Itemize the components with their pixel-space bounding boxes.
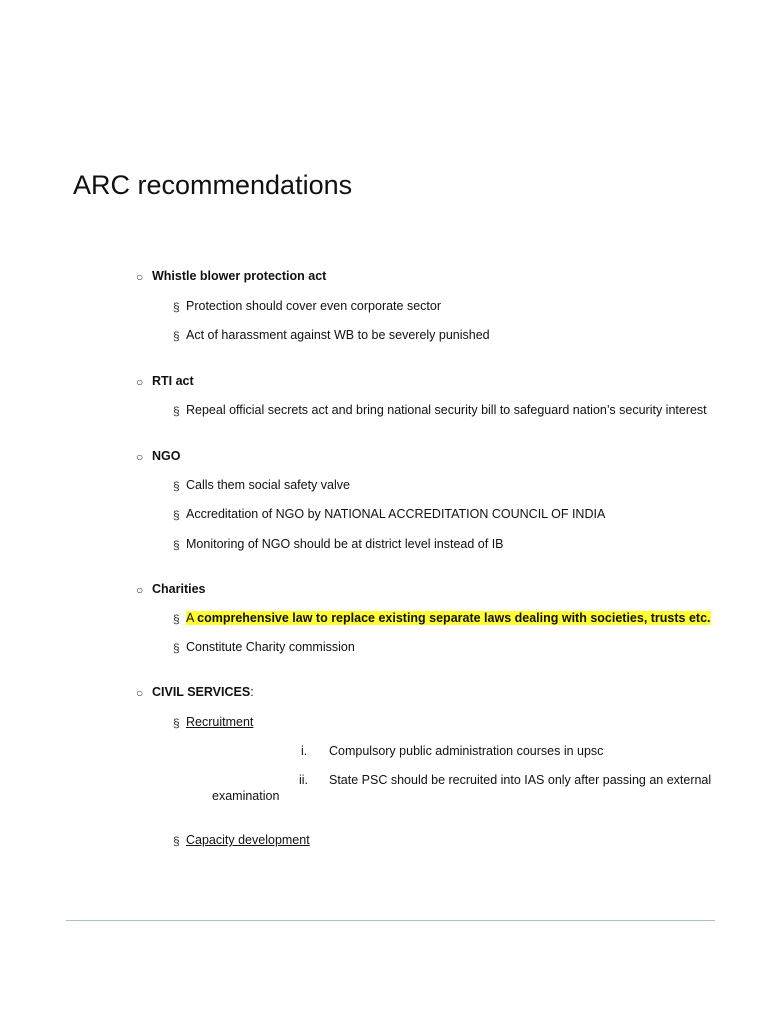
subsection-capacity-development: Capacity development xyxy=(186,833,310,847)
list-item: Protection should cover even corporate sector xyxy=(186,299,441,313)
section-heading-charities: Charities xyxy=(152,582,206,596)
page-title: ARC recommendations xyxy=(73,170,353,200)
section-heading-rti: RTI act xyxy=(152,374,194,388)
subsection-recruitment: Recruitment xyxy=(186,715,254,729)
section-mark-icon: § xyxy=(173,834,180,848)
list-item: Calls them social safety valve xyxy=(186,478,350,492)
list-item: Act of harassment against WB to be severely punished xyxy=(186,328,490,342)
section-heading-civil-services xyxy=(152,685,254,699)
numbered-point-continuation: examination xyxy=(212,789,280,803)
highlight-prefix: A xyxy=(186,611,198,625)
section-heading-ngo: NGO xyxy=(152,449,181,463)
section-mark-icon: § xyxy=(173,404,180,418)
section-heading-whistle-blower: Whistle blower protection act xyxy=(152,269,327,283)
list-item: Repeal official secrets act and bring national security bill to safeguard nation’s security interest xyxy=(186,403,707,417)
circle-bullet-icon: ○ xyxy=(136,450,144,464)
numbered-point: Compulsory public administration courses in upsc xyxy=(329,744,604,758)
section-mark-icon: § xyxy=(173,716,180,730)
civil-services-heading-suffix: : xyxy=(250,685,254,699)
point-number: ii. xyxy=(299,773,309,787)
list-item: Constitute Charity commission xyxy=(186,640,355,654)
civil-services-heading-text: CIVIL SERVICES xyxy=(152,685,251,699)
circle-bullet-icon: ○ xyxy=(136,270,144,284)
circle-bullet-icon: ○ xyxy=(136,583,144,597)
list-item: Accreditation of NGO by NATIONAL ACCREDITATION COUNCIL OF INDIA xyxy=(186,507,606,521)
section-mark-icon: § xyxy=(173,329,180,343)
section-mark-icon: § xyxy=(173,300,180,314)
circle-bullet-icon: ○ xyxy=(136,375,144,389)
point-number: i. xyxy=(301,744,308,758)
section-mark-icon: § xyxy=(173,508,180,522)
section-mark-icon: § xyxy=(173,479,180,493)
footer-divider xyxy=(66,920,715,921)
highlight-bold-text: comprehensive law to replace existing separate laws dealing with societies, trusts etc. xyxy=(197,611,711,625)
circle-bullet-icon: ○ xyxy=(136,686,144,700)
list-item: Monitoring of NGO should be at district level instead of IB xyxy=(186,537,504,551)
highlighted-list-item xyxy=(186,611,711,625)
section-mark-icon: § xyxy=(173,641,180,655)
numbered-point: State PSC should be recruited into IAS only after passing an external xyxy=(329,773,712,787)
section-mark-icon: § xyxy=(173,612,180,626)
section-mark-icon: § xyxy=(173,538,180,552)
